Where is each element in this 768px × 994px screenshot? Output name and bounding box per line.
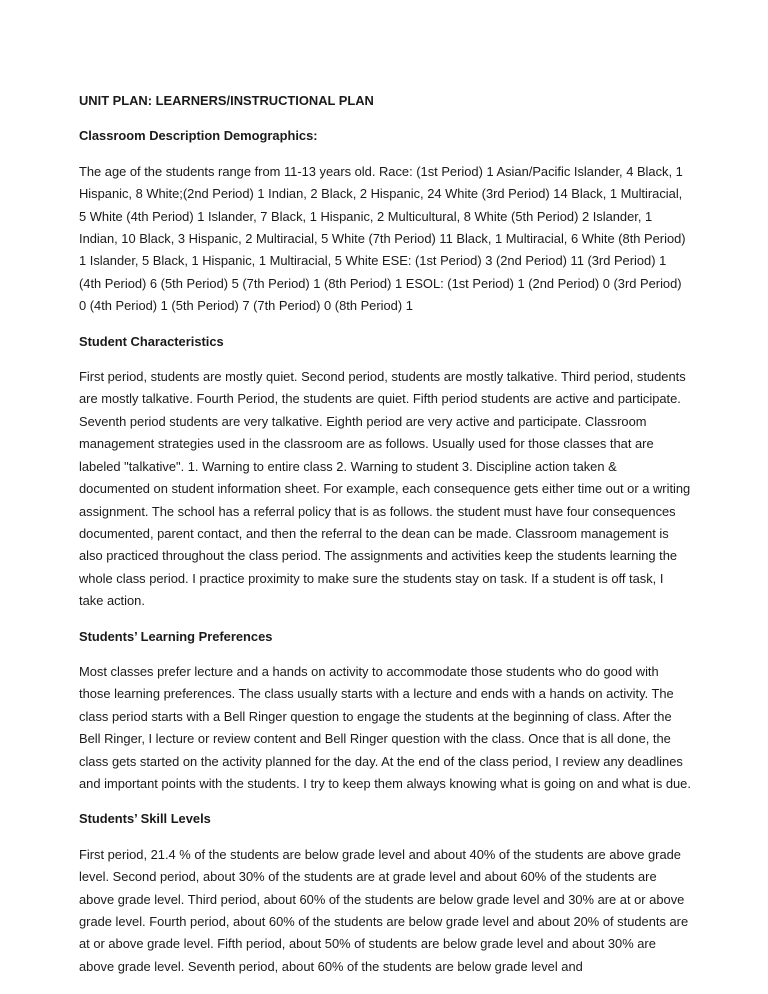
section-body-skill-levels: First period, 21.4 % of the students are below grade level and about 40% of the students are above grade level. Second period, about 30% of the students are at grade level and about 60% of the students are above grade level. Third period, about 60% of the students are below grade level and 30% are at or above grade level. Fourth period, about 60% of the students are below grade level and about 20% of students are at or above grade level. Fifth period, about 50% of students are below grade level and about 30% are above grade level. Seventh period, about 60% of the students are below grade level and — [79, 846, 689, 974]
section-heading-learning-preferences: Students’ Learning Preferences — [79, 628, 273, 644]
document-page — [79, 90, 691, 991]
section-heading-demographics: Classroom Description Demographics: — [79, 128, 318, 144]
document-title: UNIT PLAN: LEARNERS/INSTRUCTIONAL PLAN — [79, 93, 374, 108]
section-body-characteristics: First period, students are mostly quiet. Second period, students are mostly talkative. Third period, students are mostly talkative. Fourth Period, the students are quiet. Fifth period students are active and participate. Seventh period students are very talkative. Eighth period are very active and participate. Classroom management strategies used in the classroom are as follows. Usually used for those classes that are labeled "talkative". 1. Warning to entire class 2. Warning to student 3. Discipline action taken & documented on student information sheet. For example, each consequence gets either time out or a writing assignment. The school has a referral policy that is as follows. the student must have four consequences documented, parent contact, and then the referral to the dean can be made. Classroom management is also practiced throughout the class period. The assignments and activities keep the students learning the whole class period. I practice proximity to make sure the students stay on task. If a student is off task, I take action. — [79, 369, 691, 609]
section-heading-characteristics: Student Characteristics — [79, 333, 224, 349]
section-heading-skill-levels: Students’ Skill Levels — [79, 811, 211, 827]
section-body-learning-preferences: Most classes prefer lecture and a hands on activity to accommodate those students who do good with those learning preferences. The class usually starts with a lecture and ends with a hands on activity. The class period starts with a Bell Ringer question to engage the students at the beginning of class. After the Bell Ringer, I lecture or review content and Bell Ringer question with the class. Once that is all done, the class gets started on the activity planned for the day. At the end of the class period, I review any deadlines and important points with the students. I try to keep them always knowing what is going on and what is due. — [79, 663, 691, 791]
section-body-demographics: The age of the students range from 11-13 years old. Race: (1st Period) 1 Asian/Pacific Islander, 4 Black, 1 Hispanic, 8 White;(2nd Period) 1 Indian, 2 Black, 2 Hispanic, 24 White (3rd Period) 14 Black, 1 Multiracial, 5 White (4th Period) 1 Islander, 7 Black, 1 Hispanic, 2 Multicultural, 8 White (5th Period) 2 Islander, 1 Indian, 10 Black, 3 Hispanic, 2 Multiracial, 5 White (7th Period) 11 Black, 1 Multiracial, 6 White (8th Period) 1 Islander, 5 Black, 1 Hispanic, 1 Multiracial, 5 White ESE: (1st Period) 3 (2nd Period) 11 (3rd Period) 1 (4th Period) 6 (5th Period) 5 (7th Period) 1 (8th Period) 1 ESOL: (1st Period) 1 (2nd Period) 0 (3rd Period) 0 (4th Period) 1 (5th Period) 7 (7th Period) 0 (8th Period) 1 — [79, 163, 686, 314]
